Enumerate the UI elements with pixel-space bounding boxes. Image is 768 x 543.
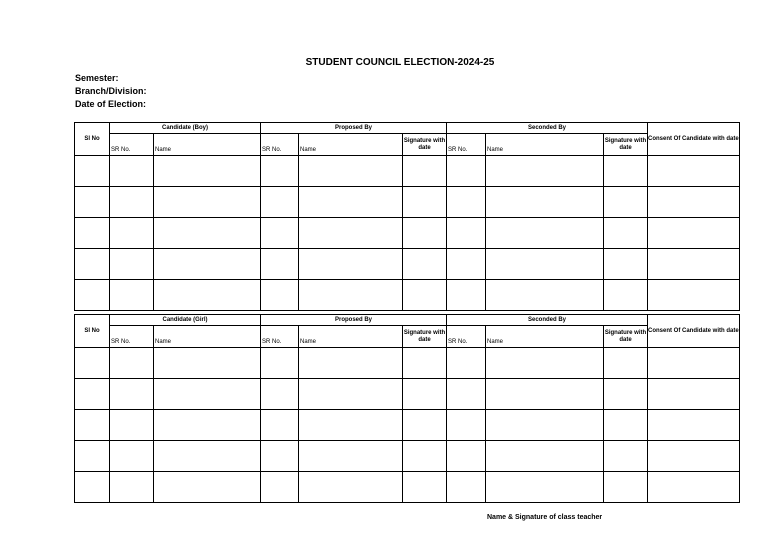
seconder-sr-no-cell — [447, 280, 486, 311]
candidate-sr-no-cell — [110, 441, 154, 472]
candidate-girl-header: Candidate (Girl) — [110, 315, 261, 326]
proposer-signature-cell — [403, 472, 447, 503]
proposer-name-cell — [299, 441, 403, 472]
proposer-name-header: Name — [299, 326, 403, 348]
proposer-signature-cell — [403, 379, 447, 410]
semester-label: Semester: — [75, 73, 119, 83]
proposer-signature-cell — [403, 441, 447, 472]
proposer-signature-cell — [403, 187, 447, 218]
candidate-sr-no-cell — [110, 156, 154, 187]
proposer-name-cell — [299, 348, 403, 379]
seconder-name-cell — [486, 472, 604, 503]
proposer-signature-header: Signature with date — [403, 134, 447, 156]
proposer-sr-no-cell — [261, 472, 299, 503]
proposer-sr-no-header: SR No. — [261, 326, 299, 348]
seconder-sr-no-cell — [447, 410, 486, 441]
candidate-name-cell — [154, 156, 261, 187]
candidate-name-cell — [154, 280, 261, 311]
consent-cell — [648, 348, 740, 379]
seconder-signature-cell — [604, 441, 648, 472]
girl-candidates-table — [74, 314, 740, 503]
proposed-by-header: Proposed By — [261, 315, 447, 326]
proposer-sr-no-cell — [261, 410, 299, 441]
candidate-sr-no-cell — [110, 472, 154, 503]
proposer-sr-no-cell — [261, 348, 299, 379]
table-row — [75, 280, 740, 311]
table-row — [75, 379, 740, 410]
table-row — [75, 249, 740, 280]
proposer-name-cell — [299, 156, 403, 187]
candidate-sr-no-cell — [110, 410, 154, 441]
sl-no-cell — [75, 280, 110, 311]
proposer-sr-no-header: SR No. — [261, 134, 299, 156]
sl-no-cell — [75, 379, 110, 410]
seconder-sr-no-cell — [447, 218, 486, 249]
seconder-sr-no-cell — [447, 348, 486, 379]
seconder-name-cell — [486, 280, 604, 311]
seconder-signature-cell — [604, 280, 648, 311]
seconder-sr-no-cell — [447, 441, 486, 472]
table-row — [75, 218, 740, 249]
sl-no-header: Sl No — [75, 123, 110, 156]
proposer-signature-header: Signature with date — [403, 326, 447, 348]
sl-no-cell — [75, 249, 110, 280]
boy-candidates-table — [74, 122, 740, 311]
proposer-name-cell — [299, 187, 403, 218]
seconder-signature-cell — [604, 410, 648, 441]
candidate-name-cell — [154, 187, 261, 218]
consent-cell — [648, 410, 740, 441]
seconded-by-header: Seconded By — [447, 315, 648, 326]
seconder-name-cell — [486, 187, 604, 218]
seconded-by-header: Seconded By — [447, 123, 648, 134]
sl-no-cell — [75, 472, 110, 503]
boy-table-rows — [75, 156, 740, 311]
table-row — [75, 441, 740, 472]
candidate-sr-no-cell — [110, 379, 154, 410]
consent-cell — [648, 156, 740, 187]
seconder-sr-no-header: SR No. — [447, 326, 486, 348]
table-row — [75, 156, 740, 187]
candidate-sr-no-cell — [110, 218, 154, 249]
candidate-name-cell — [154, 249, 261, 280]
branch-label: Branch/Division: — [75, 86, 147, 96]
seconder-signature-header: Signature with date — [604, 326, 648, 348]
consent-cell — [648, 187, 740, 218]
sl-no-cell — [75, 187, 110, 218]
seconder-signature-cell — [604, 379, 648, 410]
consent-cell — [648, 472, 740, 503]
table-row — [75, 410, 740, 441]
seconder-name-cell — [486, 156, 604, 187]
candidate-sr-no-header: SR No. — [110, 134, 154, 156]
consent-cell — [648, 280, 740, 311]
candidate-name-cell — [154, 379, 261, 410]
sl-no-header: Sl No — [75, 315, 110, 348]
candidate-name-cell — [154, 410, 261, 441]
table-row — [75, 187, 740, 218]
proposer-name-cell — [299, 249, 403, 280]
proposer-signature-cell — [403, 156, 447, 187]
candidate-name-header: Name — [154, 134, 261, 156]
form-title: STUDENT COUNCIL ELECTION-2024-25 — [305, 57, 495, 68]
proposed-by-header: Proposed By — [261, 123, 447, 134]
sl-no-cell — [75, 156, 110, 187]
seconder-signature-cell — [604, 187, 648, 218]
seconder-sr-no-cell — [447, 249, 486, 280]
class-teacher-signature-label: Name & Signature of class teacher — [487, 514, 603, 521]
consent-header: Consent Of Candidate with date — [648, 315, 740, 348]
candidate-name-cell — [154, 348, 261, 379]
proposer-name-header: Name — [299, 134, 403, 156]
proposer-sr-no-cell — [261, 280, 299, 311]
seconder-name-cell — [486, 379, 604, 410]
sl-no-cell — [75, 410, 110, 441]
seconder-sr-no-cell — [447, 472, 486, 503]
candidate-name-cell — [154, 472, 261, 503]
seconder-signature-cell — [604, 156, 648, 187]
proposer-sr-no-cell — [261, 249, 299, 280]
seconder-name-cell — [486, 410, 604, 441]
proposer-name-cell — [299, 218, 403, 249]
seconder-sr-no-cell — [447, 379, 486, 410]
seconder-name-header: Name — [486, 134, 604, 156]
seconder-signature-cell — [604, 249, 648, 280]
proposer-sr-no-cell — [261, 379, 299, 410]
girl-table-rows — [75, 348, 740, 503]
proposer-signature-cell — [403, 218, 447, 249]
proposer-signature-cell — [403, 280, 447, 311]
proposer-sr-no-cell — [261, 441, 299, 472]
seconder-name-header: Name — [486, 326, 604, 348]
proposer-signature-cell — [403, 410, 447, 441]
sl-no-cell — [75, 348, 110, 379]
proposer-signature-cell — [403, 249, 447, 280]
candidate-sr-no-cell — [110, 249, 154, 280]
consent-cell — [648, 218, 740, 249]
sl-no-cell — [75, 218, 110, 249]
seconder-sr-no-cell — [447, 156, 486, 187]
seconder-signature-header: Signature with date — [604, 134, 648, 156]
candidate-name-cell — [154, 441, 261, 472]
seconder-name-cell — [486, 218, 604, 249]
proposer-sr-no-cell — [261, 218, 299, 249]
seconder-name-cell — [486, 249, 604, 280]
proposer-sr-no-cell — [261, 187, 299, 218]
candidate-sr-no-header: SR No. — [110, 326, 154, 348]
proposer-name-cell — [299, 410, 403, 441]
seconder-name-cell — [486, 441, 604, 472]
candidate-boy-header: Candidate (Boy) — [110, 123, 261, 134]
proposer-sr-no-cell — [261, 156, 299, 187]
proposer-name-cell — [299, 280, 403, 311]
seconder-name-cell — [486, 348, 604, 379]
seconder-sr-no-header: SR No. — [447, 134, 486, 156]
form-meta — [75, 72, 147, 111]
election-date-label: Date of Election: — [75, 99, 147, 109]
consent-header: Consent Of Candidate with date — [648, 123, 740, 156]
candidate-sr-no-cell — [110, 187, 154, 218]
table-row — [75, 348, 740, 379]
proposer-name-cell — [299, 472, 403, 503]
consent-cell — [648, 249, 740, 280]
consent-cell — [648, 379, 740, 410]
candidate-sr-no-cell — [110, 348, 154, 379]
proposer-signature-cell — [403, 348, 447, 379]
seconder-signature-cell — [604, 218, 648, 249]
candidate-sr-no-cell — [110, 280, 154, 311]
seconder-signature-cell — [604, 472, 648, 503]
seconder-sr-no-cell — [447, 187, 486, 218]
sl-no-cell — [75, 441, 110, 472]
consent-cell — [648, 441, 740, 472]
candidate-name-cell — [154, 218, 261, 249]
proposer-name-cell — [299, 379, 403, 410]
seconder-signature-cell — [604, 348, 648, 379]
candidate-name-header: Name — [154, 326, 261, 348]
table-row — [75, 472, 740, 503]
